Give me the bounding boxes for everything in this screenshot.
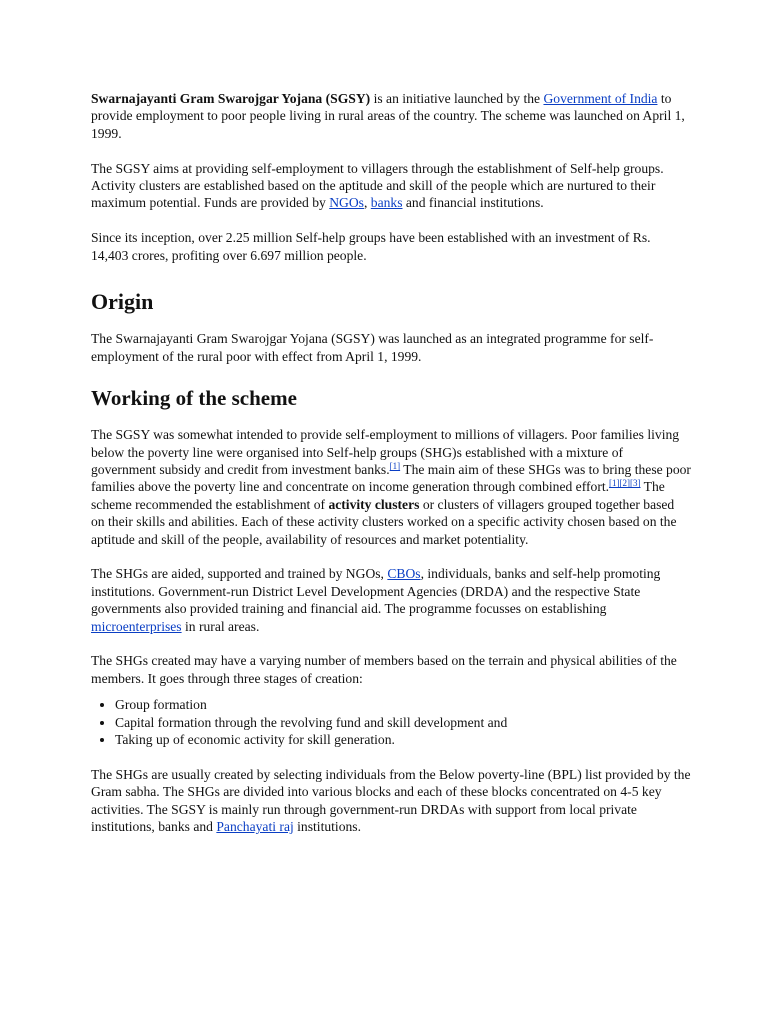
origin-heading: Origin [91,289,154,315]
citation-link-1[interactable]: [1] [389,460,401,471]
citation-links-1-2-3[interactable]: [1][2][3] [609,478,641,489]
aims-paragraph [91,160,691,212]
support-text-2: , individuals, banks and self-help promoting institutions. Government-run District Level Development Agencies (DRDA) and the respective State governments also provided training and financial aid. The programme focusses on establishing [91,566,661,617]
intro-paragraph [91,90,691,142]
intro-text-2: to provide employment to poor people living in rural areas of the country. The scheme was launched on April 1, 1999. [91,91,685,141]
inception-paragraph: Since its inception, over 2.25 million Self-help groups have been established with an investment of Rs. 14,403 crores, profiting over 6.697 million people. [91,230,651,263]
creation-text-1: The SHGs are usually created by selecting individuals from the Below poverty-line (BPL) list provided by the Gram sabha. The SHGs are divided into various blocks and each of these blocks concentrated on 4-5 key activities. The SGSY is mainly run through government-run DRDAs with support from local private institutions, banks and [91,766,691,835]
working-text-2: The main aim of these SHGs was to bring these poor families above the poverty line and concentrate on income generation through combined effort. [91,461,691,495]
support-text-1: The SHGs are aided, supported and trained by NGOs, [91,566,388,582]
stages-list [91,696,691,748]
creation-text-2: institutions. [293,819,361,835]
activity-clusters-bold: activity clusters [328,496,420,512]
cbos-link[interactable]: CBOs [387,566,421,582]
banks-link[interactable]: banks [370,195,403,211]
microenterprises-link[interactable]: microenterprises [91,618,182,634]
panchayati-raj-link[interactable]: Panchayati raj [216,819,294,835]
aims-text: The SGSY aims at providing self-employment to villagers through the establishment of Self-help groups. Activity clusters are established based on the aptitude and skill of the people which are nurtured to their maximum potential. Funds are provided by [91,160,664,211]
aims-separator: , [363,195,371,211]
working-heading: Working of the scheme [91,386,297,411]
origin-paragraph: The Swarnajayanti Gram Swarojgar Yojana (SGSY) was launched as an integrated programme for self-employment of the rural poor with effect from April 1, 1999. [91,331,654,364]
intro-text: is an initiative launched by the [370,91,544,106]
working-paragraph-3: The SHGs created may have a varying number of members based on the terrain and physical abilities of the members. It goes through three stages of creation: [91,653,677,686]
article-body [91,90,691,853]
working-text-4: or clusters of villagers grouped together based on their skills and abilities. Each of these activity clusters worked on a specific activity chosen based on the aptitude and skill of the people, availability of resources and market potentiality. [91,496,677,547]
government-of-india-link[interactable]: Government of India [543,91,658,106]
list-item: • Taking up of economic activity for skill generation. [115,731,691,748]
aims-text-2: and financial institutions. [402,195,544,211]
working-paragraph-4 [91,766,691,836]
support-text-3: in rural areas. [181,618,260,634]
working-text-3: The scheme recommended the establishment of [91,479,665,512]
working-text-1: The SGSY was somewhat intended to provide self-employment to millions of villagers. Poor families living below the poverty line were organised into Self-help groups (SHG)s established with a mixture of government subsidy and credit from investment banks. [91,427,680,477]
working-paragraph-2 [91,565,691,635]
working-paragraph-1 [91,426,691,548]
scheme-title-bold: Swarnajayanti Gram Swarojgar Yojana (SGSY) [91,91,371,106]
ngos-link[interactable]: NGOs [329,195,364,211]
list-item: • Capital formation through the revolving fund and skill development and [115,714,691,731]
list-item: • Group formation [115,696,691,713]
